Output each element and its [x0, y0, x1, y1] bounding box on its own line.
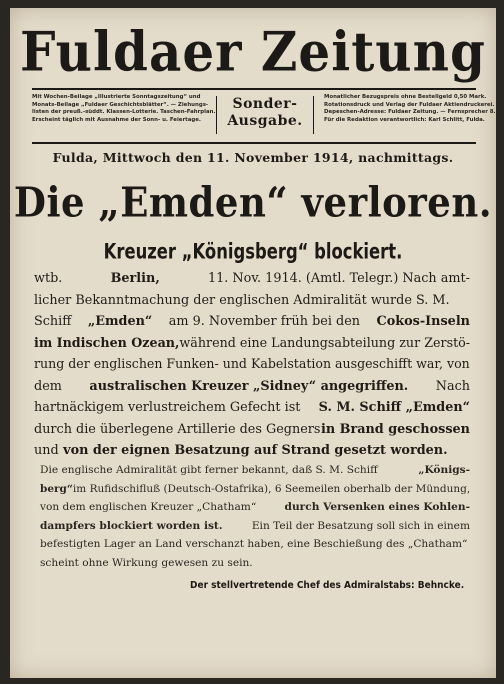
text-segment: scheint ohne Wirkung gewesen zu sein.	[40, 556, 253, 569]
special-edition-line2: Ausgabe.	[227, 113, 303, 129]
bottom-rule	[32, 142, 476, 144]
text-segment: Die englische Admiralität gibt ferner bekannt, daß S. M. Schiff	[40, 464, 378, 476]
info-right-line: Depeschen-Adresse: Fuldaer Zeitung. — Fernsprecher 8.	[324, 109, 496, 116]
text-line	[34, 333, 470, 355]
bold-text: Berlin,	[110, 271, 160, 286]
text-segment: im Rufidschifluß (Deutsch-Ostafrika), 6 Seemeilen oberhalb der Mündung,	[72, 482, 471, 495]
info-right-line: Monatlicher Bezugspreis ohne Bestellgeld 0,50 Mark.	[324, 94, 487, 100]
headline: Die „Emden“ verloren.	[13, 177, 493, 227]
text-segment: am 9. November früh bei den	[168, 314, 361, 329]
info-left-line: Mit Wochen-Beilage „Illustrierte Sonntagszeitung“ und	[32, 94, 201, 100]
text-segment: licher Bekanntmachung der englischen Admiralität wurde S. M.	[34, 292, 450, 308]
text-segment: Nach	[435, 378, 470, 394]
article-body	[34, 268, 470, 462]
special-edition-line1: Sonder-	[232, 96, 298, 112]
text-segment: wtb.	[34, 271, 63, 286]
newspaper-sheet	[10, 8, 496, 678]
bold-text: in Brand geschossen	[321, 421, 470, 437]
info-right-line: Rotationsdruck und Verlag der Fuldaer Aktiendruckerei.	[324, 101, 495, 108]
text-segment: Schiff	[34, 314, 72, 329]
text-segment: rung der englischen Funken- und Kabelstation ausgeschifft war, von	[34, 357, 470, 372]
text-segment: während eine Landungsabteilung zur Zerstö-	[179, 335, 471, 351]
text-line	[40, 517, 470, 536]
info-left-line: Monats-Beilage „Fuldaer Geschichtsblätter“. — Ziehungs-	[32, 101, 209, 108]
info-right-line: Für die Redaktion verantwortlich: Karl Schlitt, Fulda.	[324, 116, 485, 123]
text-line	[34, 354, 470, 376]
bold-text: berg“	[40, 482, 73, 495]
info-right	[324, 94, 496, 124]
bold-text: S. M. Schiff „Emden“	[318, 400, 470, 415]
top-rule	[32, 88, 476, 90]
bold-text: dampfers blockiert worden ist.	[40, 519, 223, 532]
bold-text: von der eignen Besatzung auf Strand gesetzt worden.	[63, 443, 448, 458]
bold-text: Cokos-Inseln	[376, 314, 470, 329]
signature: Der stellvertretende Chef des Admiralstabs: Behncke.	[190, 580, 465, 591]
text-line	[34, 440, 470, 462]
bold-text: australischen Kreuzer „Sidney“ angegriffen.	[89, 378, 409, 394]
bold-text: „Königs-	[418, 464, 470, 476]
text-line	[34, 268, 470, 290]
subheadline: Kreuzer „Königsberg“ blockiert.	[103, 238, 403, 264]
text-line	[34, 397, 470, 419]
info-left-line: listen der preuß.-süddt. Klassen-Lotterie. Taschen-Fahrplan.	[32, 109, 216, 116]
text-segment: von dem englischen Kreuzer „Chatham“	[40, 501, 257, 513]
text-segment: dem	[34, 378, 62, 394]
text-line	[34, 311, 470, 333]
text-line	[34, 290, 470, 312]
text-segment: 11. Nov. 1914. (Amtl. Telegr.) Nach amt-	[208, 271, 470, 286]
masthead-title: Fuldaer Zeitung	[20, 19, 486, 84]
bold-text: „Emden“	[87, 314, 153, 329]
info-bar	[32, 94, 496, 140]
info-left	[32, 94, 216, 124]
text-line	[34, 419, 470, 441]
text-line	[40, 461, 470, 480]
text-line	[40, 554, 470, 573]
text-segment: hartnäckigem verlustreichem Gefecht ist	[34, 400, 301, 415]
text-line	[40, 498, 470, 517]
text-segment: befestigten Lager an Land verschanzt haben, eine Beschießung des „Chatham“	[40, 538, 468, 550]
text-line	[34, 376, 470, 398]
text-segment: durch die überlegene Artillerie des Gegners	[34, 421, 321, 437]
article-addendum	[40, 461, 470, 572]
dateline: Fulda, Mittwoch den 11. November 1914, nachmittags.	[52, 150, 454, 165]
bold-text: im Indischen Ozean,	[34, 335, 180, 351]
text-segment: Ein Teil der Besatzung soll sich in einem	[251, 519, 470, 532]
special-edition-label	[216, 96, 314, 134]
info-left-line: Erscheint täglich mit Ausnahme der Sonn- u. Feiertage.	[32, 116, 201, 123]
bold-text: durch Versenken eines Kohlen-	[284, 501, 470, 513]
text-segment: und	[34, 443, 59, 458]
text-line	[40, 535, 470, 554]
text-line	[40, 480, 470, 499]
